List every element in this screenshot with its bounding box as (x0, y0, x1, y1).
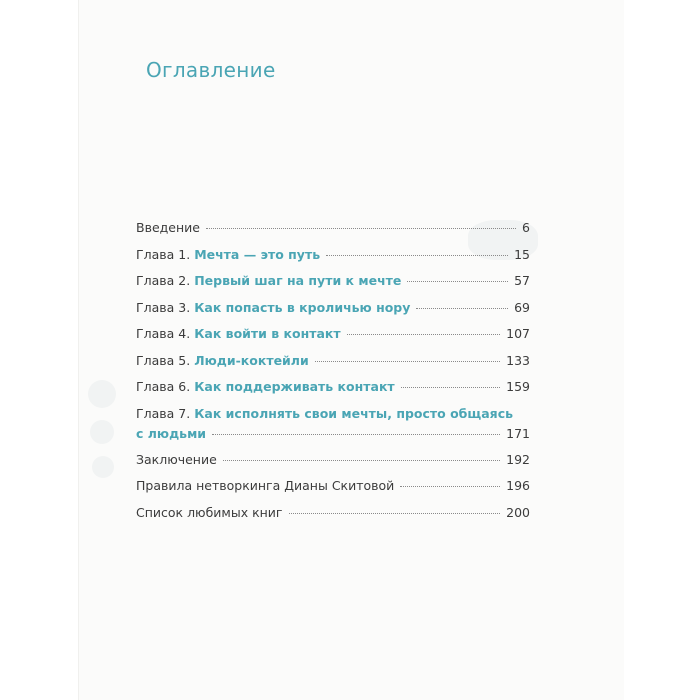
toc-entry-page: 196 (506, 478, 530, 493)
toc-entry-prefix: Глава 4. (136, 326, 195, 341)
toc-entry-prefix: Глава 3. (136, 299, 195, 315)
toc-entry-page: 200 (506, 504, 530, 520)
toc-entry-title-line-2: с людьми (136, 425, 207, 441)
toc-entry-title: Заключение (136, 451, 217, 467)
table-of-contents (136, 215, 530, 526)
toc-entry-page: 57 (514, 273, 530, 288)
toc-entry-page: 192 (506, 451, 530, 467)
toc-entry-networking-rules[interactable] (136, 473, 530, 500)
bleed-through-shape (88, 380, 116, 408)
toc-entry-line-1 (136, 404, 530, 424)
toc-entry-prefix: Глава 2. (136, 273, 195, 288)
toc-entry-chapter-3[interactable] (136, 295, 530, 322)
toc-entry-title: Люди-коктейли (194, 352, 309, 368)
toc-entry-title: Список любимых книг (136, 504, 283, 520)
dot-leader (212, 434, 500, 435)
toc-entry-page: 69 (514, 299, 530, 315)
toc-entry-title: Первый шаг на пути к мечте (194, 273, 402, 288)
dot-leader (407, 281, 508, 282)
toc-entry-title: Введение (136, 220, 200, 235)
toc-entry-favorite-books[interactable] (136, 500, 530, 527)
toc-heading: Оглавление (146, 58, 276, 82)
toc-entry-page: 159 (506, 379, 530, 394)
toc-entry-prefix: Глава 6. (136, 379, 195, 394)
toc-entry-page: 133 (506, 352, 530, 368)
dot-leader (326, 255, 508, 256)
toc-entry-prefix: Глава 5. (136, 352, 195, 368)
dot-leader (416, 308, 508, 309)
toc-entry-prefix: Глава 1. (136, 246, 195, 262)
toc-entry-chapter-2[interactable] (136, 268, 530, 295)
toc-entry-title: Как попасть в кроличью нору (194, 299, 411, 315)
toc-entry-page: 15 (514, 246, 530, 262)
toc-entry-chapter-5[interactable] (136, 348, 530, 375)
toc-entry-conclusion[interactable] (136, 447, 530, 474)
dot-leader (223, 460, 500, 461)
dot-leader (347, 334, 500, 335)
bleed-through-shape (92, 456, 114, 478)
toc-entry-line-2 (136, 424, 530, 444)
toc-entry-chapter-1[interactable] (136, 242, 530, 269)
dot-leader (289, 513, 501, 514)
toc-entry-chapter-7[interactable] (136, 401, 530, 447)
toc-entry-introduction[interactable] (136, 215, 530, 242)
toc-entry-title: Как войти в контакт (194, 326, 341, 341)
toc-entry-page: 6 (522, 220, 530, 235)
toc-entry-chapter-4[interactable] (136, 321, 530, 348)
dot-leader (315, 361, 500, 362)
toc-entry-prefix: Глава 7. (136, 405, 195, 421)
dot-leader (206, 228, 516, 229)
bleed-through-shape (90, 420, 114, 444)
toc-entry-chapter-6[interactable] (136, 374, 530, 401)
toc-entry-page: 107 (506, 326, 530, 341)
toc-entry-page: 171 (506, 425, 530, 441)
dot-leader (400, 486, 500, 487)
toc-entry-title-line-1: Как исполнять свои мечты, просто общаясь (194, 405, 514, 421)
dot-leader (401, 387, 500, 388)
toc-entry-title: Правила нетворкинга Дианы Скитовой (136, 478, 395, 493)
toc-entry-title: Мечта — это путь (194, 246, 321, 262)
toc-entry-title: Как поддерживать контакт (194, 379, 395, 394)
